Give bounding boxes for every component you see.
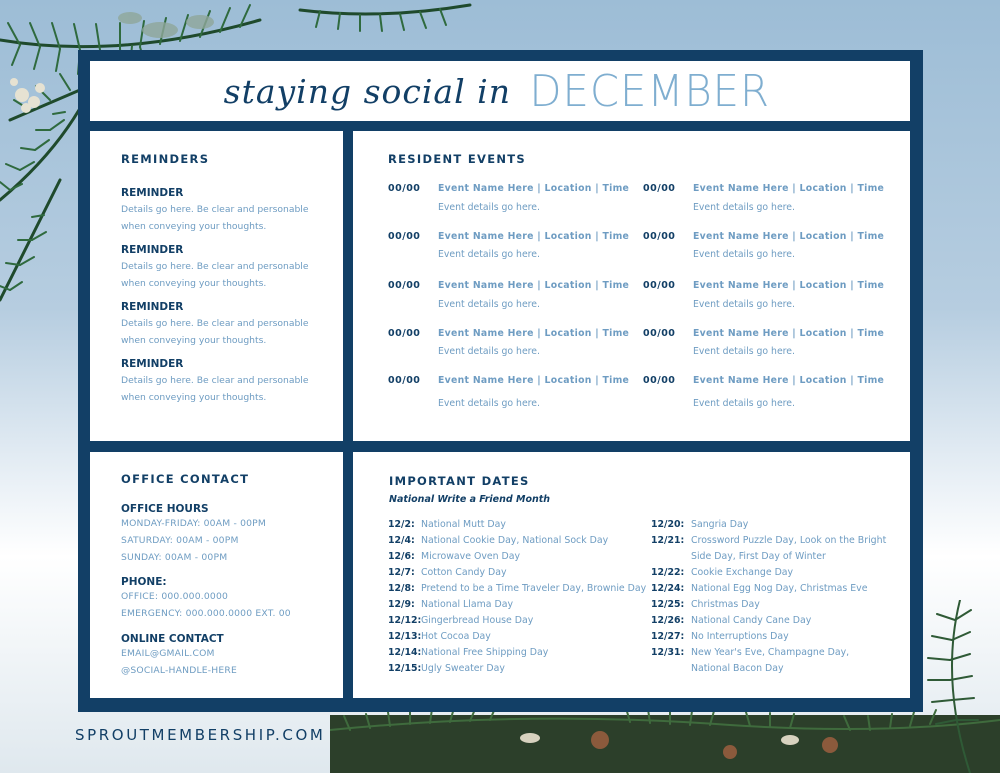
date-value: National Candy Cane Day <box>691 615 812 626</box>
website-link[interactable]: SPROUTMEMBERSHIP.COM <box>75 726 326 744</box>
date-value: Pretend to be a Time Traveler Day, Brownie Day <box>421 583 647 594</box>
date-value: National Llama Day <box>421 599 513 610</box>
date-key: 12/2: <box>388 519 415 530</box>
date-value: New Year's Eve, Champagne Day, <box>691 647 850 658</box>
event-title: Event Name Here | Location | Time <box>693 280 885 291</box>
date-key: 12/31: <box>651 647 685 658</box>
date-key: 12/15: <box>388 663 422 674</box>
reminder-item <box>121 244 331 292</box>
event-details: Event details go here. <box>693 398 795 409</box>
date-value: Cotton Candy Day <box>421 567 507 578</box>
date-row <box>651 597 760 613</box>
date-value: Ugly Sweater Day <box>421 663 505 674</box>
date-key: 12/24: <box>651 583 685 594</box>
event-title: Event Name Here | Location | Time <box>438 280 630 291</box>
date-row <box>388 565 507 581</box>
date-row <box>388 661 505 677</box>
title-month: DECEMBER <box>529 65 770 117</box>
office-hours-line: MONDAY-FRIDAY: 00AM - 00PM <box>121 518 267 529</box>
event-title: Event Name Here | Location | Time <box>438 183 630 194</box>
date-value: Microwave Oven Day <box>421 551 521 562</box>
phone-line: OFFICE: 000.000.0000 <box>121 591 229 602</box>
date-value: Gingerbread House Day <box>421 615 534 626</box>
event-details: Event details go here. <box>693 249 795 260</box>
event-date: 00/00 <box>643 375 676 386</box>
social-handle-link[interactable]: @SOCIAL-HANDLE-HERE <box>121 665 238 676</box>
date-key: 12/4: <box>388 535 415 546</box>
event-details: Event details go here. <box>438 398 540 409</box>
dates-subheading: National Write a Friend Month <box>389 494 551 505</box>
event-date: 00/00 <box>388 328 421 339</box>
event-details: Event details go here. <box>438 249 540 260</box>
reminder-title: REMINDER <box>121 358 184 370</box>
event-date: 00/00 <box>388 375 421 386</box>
event-title: Event Name Here | Location | Time <box>438 231 630 242</box>
date-row <box>651 645 849 661</box>
date-row <box>651 565 793 581</box>
date-row <box>651 629 789 645</box>
date-row <box>388 581 646 597</box>
reminder-title: REMINDER <box>121 244 184 256</box>
event-date: 00/00 <box>643 280 676 291</box>
date-value: National Mutt Day <box>421 519 506 530</box>
reminder-details: when conveying your thoughts. <box>121 278 267 289</box>
reminder-details: Details go here. Be clear and personable <box>121 204 309 215</box>
event-date: 00/00 <box>643 328 676 339</box>
event-title: Event Name Here | Location | Time <box>693 231 885 242</box>
office-hours-line: SATURDAY: 00AM - 00PM <box>121 535 239 546</box>
reminder-item <box>121 187 331 235</box>
date-key: 12/22: <box>651 567 685 578</box>
date-row <box>388 597 513 613</box>
important-dates-panel <box>353 452 910 698</box>
event-title: Event Name Here | Location | Time <box>693 328 885 339</box>
event-date: 00/00 <box>388 231 421 242</box>
phone-line: EMERGENCY: 000.000.0000 EXT. 00 <box>121 608 291 619</box>
online-contact-title: ONLINE CONTACT <box>121 633 224 645</box>
date-row <box>388 629 491 645</box>
date-key: 12/27: <box>651 631 685 642</box>
date-row <box>388 613 533 629</box>
date-value: Side Day, First Day of Winter <box>691 551 826 562</box>
event-date: 00/00 <box>643 231 676 242</box>
online-contact-block <box>121 633 336 679</box>
date-value: Crossword Puzzle Day, Look on the Bright <box>691 535 887 546</box>
reminder-item <box>121 301 331 349</box>
event-title: Event Name Here | Location | Time <box>693 375 885 386</box>
event-details: Event details go here. <box>438 299 540 310</box>
date-value: National Free Shipping Day <box>421 647 549 658</box>
date-row-continued <box>651 549 826 565</box>
reminder-details: when conveying your thoughts. <box>121 392 267 403</box>
date-row <box>651 517 748 533</box>
reminder-details: when conveying your thoughts. <box>121 335 267 346</box>
date-key: 12/9: <box>388 599 415 610</box>
date-value: No Interruptions Day <box>691 631 789 642</box>
date-key: 12/7: <box>388 567 415 578</box>
event-details: Event details go here. <box>693 346 795 357</box>
phone-block <box>121 576 336 622</box>
date-row <box>388 517 506 533</box>
event-details: Event details go here. <box>693 202 795 213</box>
date-value: National Bacon Day <box>691 663 784 674</box>
event-details: Event details go here. <box>438 346 540 357</box>
office-hours-title: OFFICE HOURS <box>121 503 209 515</box>
date-key: 12/26: <box>651 615 685 626</box>
email-link[interactable]: EMAIL@GMAIL.COM <box>121 648 215 659</box>
date-key: 12/12: <box>388 615 422 626</box>
reminder-details: Details go here. Be clear and personable <box>121 261 309 272</box>
date-key: 12/6: <box>388 551 415 562</box>
date-value: Christmas Day <box>691 599 760 610</box>
event-details: Event details go here. <box>693 299 795 310</box>
event-date: 00/00 <box>643 183 676 194</box>
date-key: 12/21: <box>651 535 685 546</box>
reminder-details: Details go here. Be clear and personable <box>121 375 309 386</box>
event-date: 00/00 <box>388 183 421 194</box>
date-key: 12/13: <box>388 631 422 642</box>
reminder-details: when conveying your thoughts. <box>121 221 267 232</box>
reminder-title: REMINDER <box>121 187 184 199</box>
date-key: 12/25: <box>651 599 685 610</box>
title-script: staying social in <box>223 71 511 111</box>
date-value: Hot Cocoa Day <box>421 631 491 642</box>
date-value: Sangria Day <box>691 519 749 530</box>
event-title: Event Name Here | Location | Time <box>438 328 630 339</box>
title-banner <box>90 61 910 121</box>
date-value: Cookie Exchange Day <box>691 567 794 578</box>
event-date: 00/00 <box>388 280 421 291</box>
reminder-title: REMINDER <box>121 301 184 313</box>
events-heading: RESIDENT EVENTS <box>388 152 527 166</box>
resident-events-panel <box>353 131 910 441</box>
office-hours-block <box>121 503 336 566</box>
office-heading: OFFICE CONTACT <box>121 472 250 486</box>
date-row <box>388 645 548 661</box>
date-row <box>651 613 811 629</box>
event-details: Event details go here. <box>438 202 540 213</box>
office-contact-panel <box>90 452 343 698</box>
event-title: Event Name Here | Location | Time <box>693 183 885 194</box>
date-row <box>651 581 868 597</box>
date-row <box>388 533 608 549</box>
newsletter-frame <box>78 50 923 712</box>
reminder-details: Details go here. Be clear and personable <box>121 318 309 329</box>
date-row-continued <box>651 661 784 677</box>
date-value: National Cookie Day, National Sock Day <box>421 535 609 546</box>
date-key: 12/14: <box>388 647 422 658</box>
date-value: National Egg Nog Day, Christmas Eve <box>691 583 868 594</box>
reminders-heading: REMINDERS <box>121 152 210 166</box>
phone-title: PHONE: <box>121 576 167 588</box>
event-title: Event Name Here | Location | Time <box>438 375 630 386</box>
reminders-panel <box>90 131 343 441</box>
office-hours-line: SUNDAY: 00AM - 00PM <box>121 552 228 563</box>
date-key: 12/20: <box>651 519 685 530</box>
reminder-item <box>121 358 331 406</box>
dates-heading: IMPORTANT DATES <box>389 474 530 488</box>
date-key: 12/8: <box>388 583 415 594</box>
date-row <box>388 549 520 565</box>
date-row <box>651 533 886 549</box>
